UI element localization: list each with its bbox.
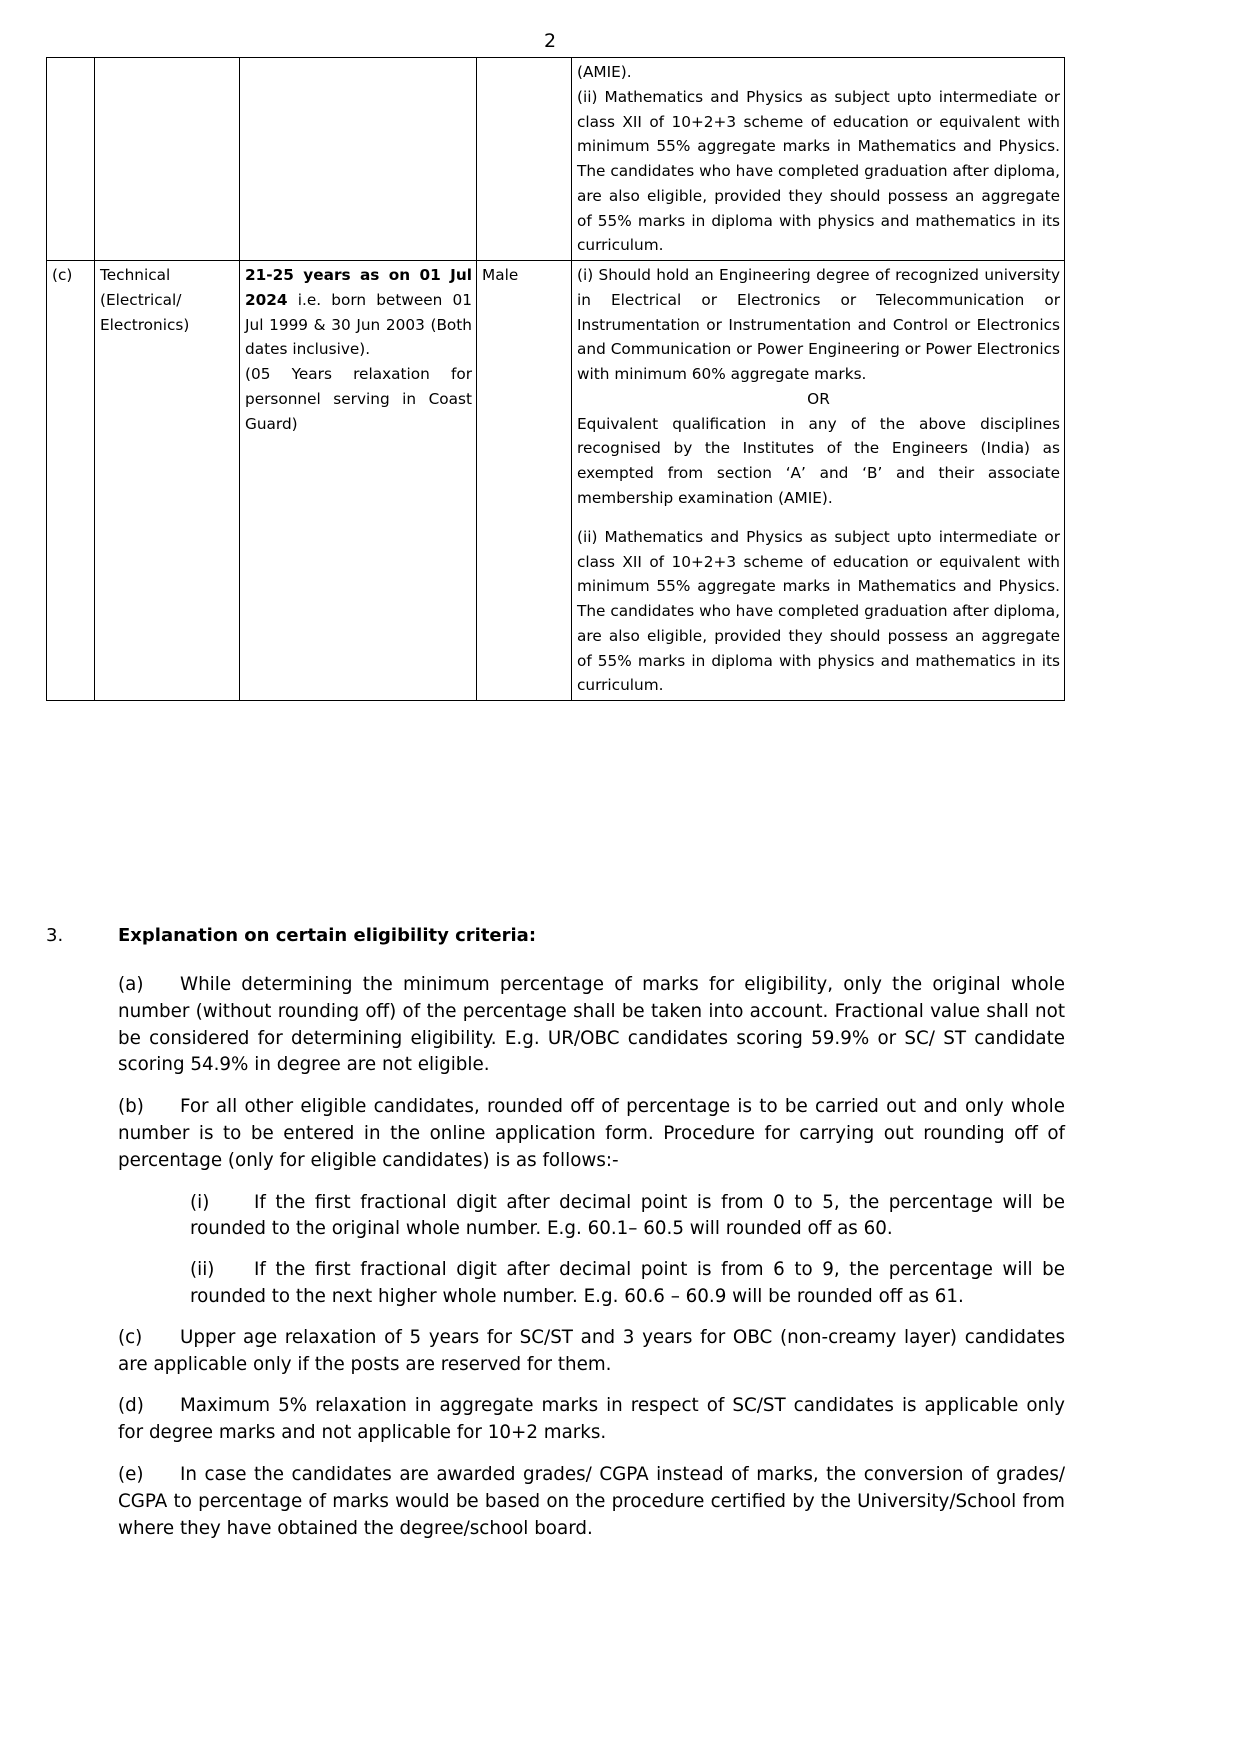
cell-branch: Technical (Electrical/ Electronics)	[95, 261, 240, 701]
paragraph-d-label: (d)	[118, 1395, 144, 1417]
subparagraph-i	[190, 1190, 1065, 1258]
eligibility-para-or: Equivalent qualification in any of the above disciplines recognised by the Institutes of the Engineers (India) as exempted from section ‘A’ and ‘B’ and their associate membership examination (AMIE).	[577, 414, 1060, 508]
eligibility-para-ii: (ii) Mathematics and Physics as subject upto intermediate or class XII of 10+2+3 scheme of education or equivalent with minimum 55% aggregate marks in Mathematics and Physics. The candidates who have completed graduation after diploma, are also eligible, provided they should possess an aggregate of 55% marks in diploma with physics and mathematics in its curriculum.	[577, 87, 1060, 255]
paragraph-b	[118, 1094, 1065, 1189]
subparagraph-ii-text: If the first fractional digit after decimal point is from 6 to 9, the percentage will be rounded to the next higher whole number. E.g. 60.6 – 60.9 will be rounded off as 61.	[190, 1259, 1065, 1307]
cell-sno: (c)	[47, 261, 95, 701]
paragraph-c-text: Upper age relaxation of 5 years for SC/ST and 3 years for OBC (non-creamy layer) candidates are applicable only if the posts are reserved for them.	[118, 1326, 1065, 1375]
table-row	[47, 261, 1065, 701]
explanation-body	[118, 972, 1065, 1557]
cell-sno	[47, 58, 95, 261]
cell-branch	[95, 58, 240, 261]
section-number: 3.	[46, 925, 64, 946]
eligibility-table	[46, 57, 1065, 701]
subparagraph-ii	[190, 1257, 1065, 1325]
page-number: 2	[543, 30, 557, 52]
subparagraph-i-text: If the first fractional digit after decimal point is from 0 to 5, the percentage will be rounded to the original whole number. E.g. 60.1– 60.5 will rounded off as 60.	[190, 1191, 1065, 1240]
paragraph-c-label: (c)	[118, 1326, 143, 1348]
subparagraph-i-label: (i)	[190, 1191, 210, 1213]
cell-age	[240, 261, 477, 701]
paragraph-b-label: (b)	[118, 1096, 144, 1118]
section-heading	[46, 925, 1064, 946]
paragraph-e	[118, 1462, 1065, 1557]
age-range-rest: i.e. born between 01 Jul 1999 & 30 Jun 2003 (Both dates inclusive).	[245, 290, 472, 359]
section-title: Explanation on certain eligibility criteria:	[118, 925, 537, 946]
sub-list	[118, 1190, 1065, 1325]
table-row	[47, 58, 1065, 261]
paragraph-e-text: In case the candidates are awarded grades/ CGPA instead of marks, the conversion of grades/ CGPA to percentage of marks would be based on the procedure certified by the University/School from where they have obtained the degree/school board.	[118, 1463, 1065, 1539]
age-range-bold: 21-25 years as on 01 Jul 2024	[245, 266, 472, 309]
age-relaxation-note: (05 Years relaxation for personnel serving in Coast Guard)	[245, 365, 472, 433]
cell-gender	[477, 58, 572, 261]
paragraph-a	[118, 972, 1065, 1094]
eligibility-para-i: (i) Should hold an Engineering degree of recognized university in Electrical or Electronics or Telecommunication or Instrumentation or Instrumentation and Control or Electronics and Communication or Power Engineering or Power Electronics with minimum 60% aggregate marks.	[577, 266, 1060, 384]
paragraph-a-label: (a)	[118, 974, 144, 995]
paragraph-c	[118, 1325, 1065, 1394]
cell-eligibility	[572, 261, 1065, 701]
paragraph-a-text: While determining the minimum percentage of marks for eligibility, only the original whole number (without rounding off) of the percentage shall be taken into account. Fractional value shall not be considered for determining eligibility. E.g. UR/OBC candidates scoring 59.9% or SC/ ST candidate scoring 54.9% in degree are not eligible.	[118, 974, 1065, 1076]
eligibility-or-label: OR	[807, 389, 830, 408]
paragraph-d-text: Maximum 5% relaxation in aggregate marks in respect of SC/ST candidates is applicable only for degree marks and not applicable for 10+2 marks.	[118, 1395, 1065, 1444]
paragraph-b-text: For all other eligible candidates, rounded off of percentage is to be carried out and only whole number is to be entered in the online application form. Procedure for carrying out rounding off of percentage (only for eligible candidates) is as follows:-	[118, 1096, 1065, 1171]
paragraph-e-label: (e)	[118, 1463, 144, 1485]
eligibility-amie-line: (AMIE).	[577, 63, 632, 81]
eligibility-spacer	[577, 511, 1060, 525]
cell-eligibility	[572, 58, 1065, 261]
subparagraph-ii-label: (ii)	[190, 1259, 215, 1281]
eligibility-para-ii: (ii) Mathematics and Physics as subject upto intermediate or class XII of 10+2+3 scheme of education or equivalent with minimum 55% aggregate marks in Mathematics and Physics. The candidates who have completed graduation after diploma, are also eligible, provided they should possess an aggregate of 55% marks in diploma with physics and mathematics in its curriculum.	[577, 527, 1060, 695]
paragraph-d	[118, 1393, 1065, 1462]
cell-gender: Male	[477, 261, 572, 701]
cell-age	[240, 58, 477, 261]
